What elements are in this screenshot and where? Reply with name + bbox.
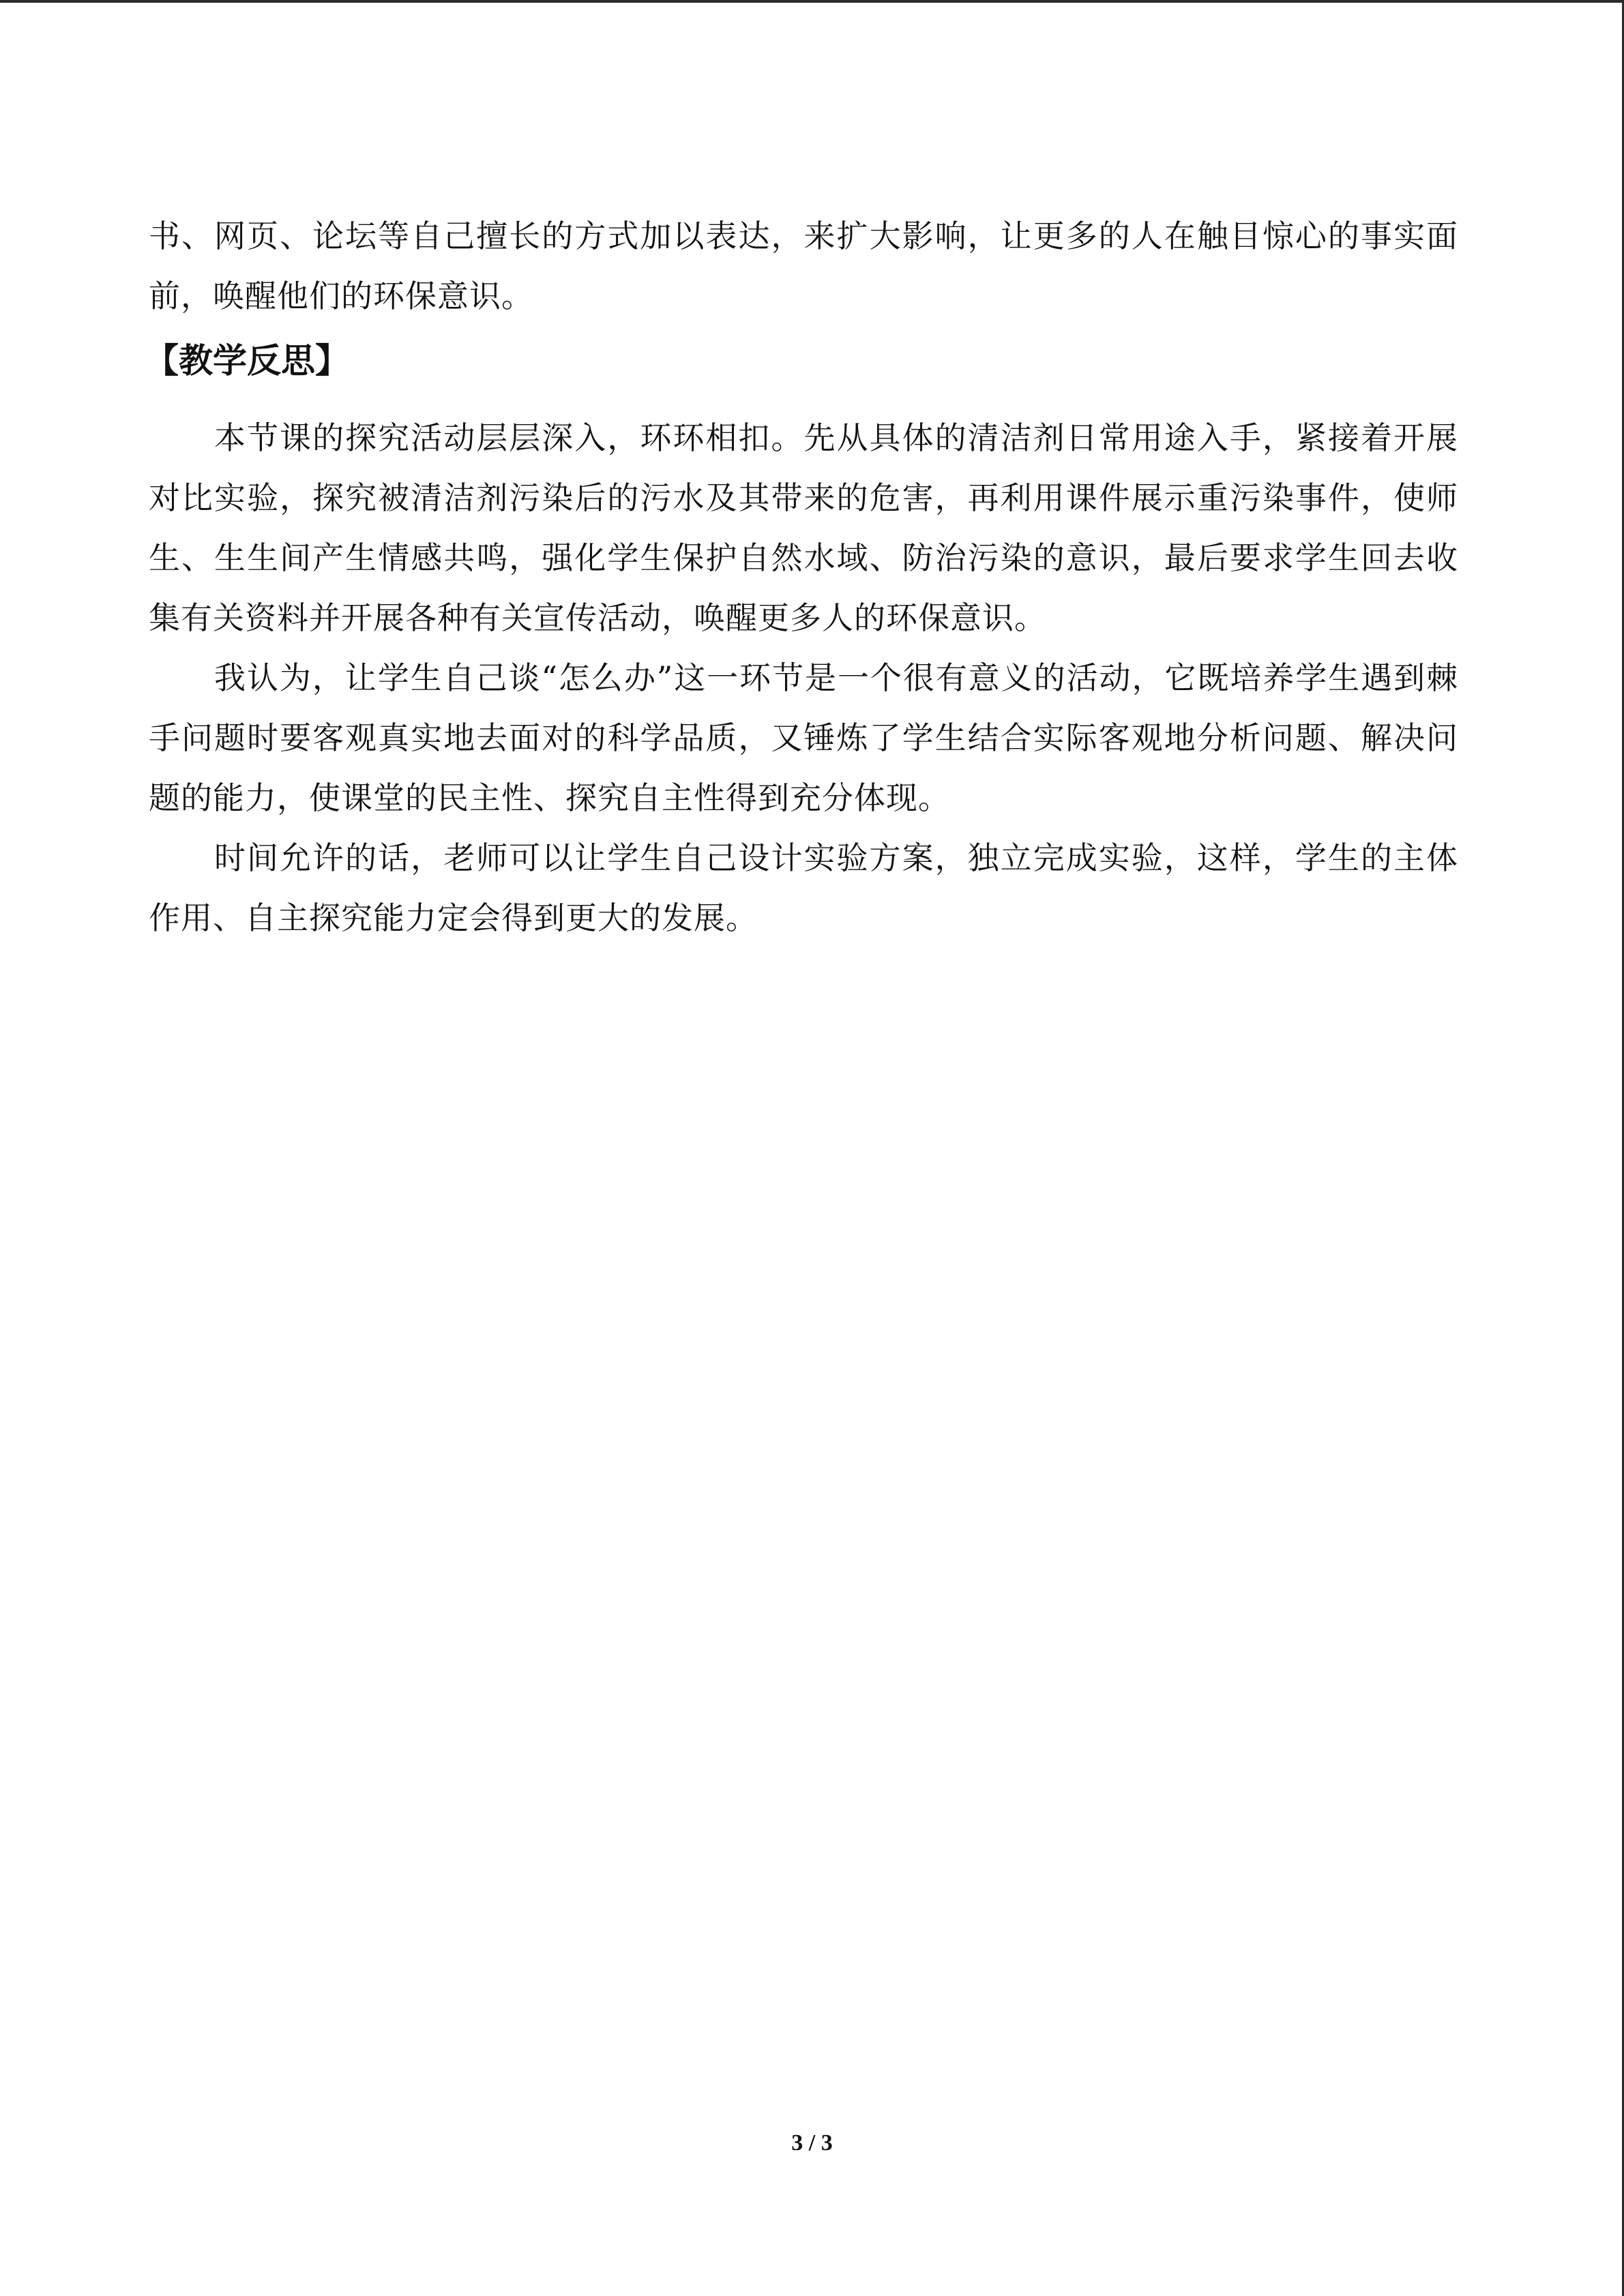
body-paragraph: 本节课的探究活动层层深入，环环相扣。先从具体的清洁剂日常用途入手，紧接着开展对比实验，探究被清洁剂污染后的污水及其带来的危害，再利用课件展示重污染事件，使师生、生生间产生情感共鸣，强化学生保护自然水域、防治污染的意识，最后要求学生回去收集有关资料并开展各种有关宣传活动，唤醒更多人的环保意识。 bbox=[149, 419, 1458, 636]
section-heading: 【教学反思】 bbox=[145, 341, 349, 381]
continuation-paragraph: 书、网页、论坛等自己擅长的方式加以表达，来扩大影响，让更多的人在触目惊心的事实面前，唤醒他们的环保意识。 bbox=[149, 218, 1458, 314]
document-body bbox=[145, 206, 1458, 948]
body-paragraph: 我认为，让学生自己谈“怎么办”这一环节是一个很有意义的活动，它既培养学生遇到棘手问题时要客观真实地去面对的科学品质，又锤炼了学生结合实际客观地分析问题、解决问题的能力，使课堂的民主性、探究自主性得到充分体现。 bbox=[149, 659, 1458, 816]
page-number: 3 / 3 bbox=[791, 2130, 833, 2156]
page-top-border bbox=[0, 0, 1624, 3]
body-paragraph: 时间允许的话，老师可以让学生自己设计实验方案，独立完成实验，这样，学生的主体作用、自主探究能力定会得到更大的发展。 bbox=[149, 839, 1458, 936]
